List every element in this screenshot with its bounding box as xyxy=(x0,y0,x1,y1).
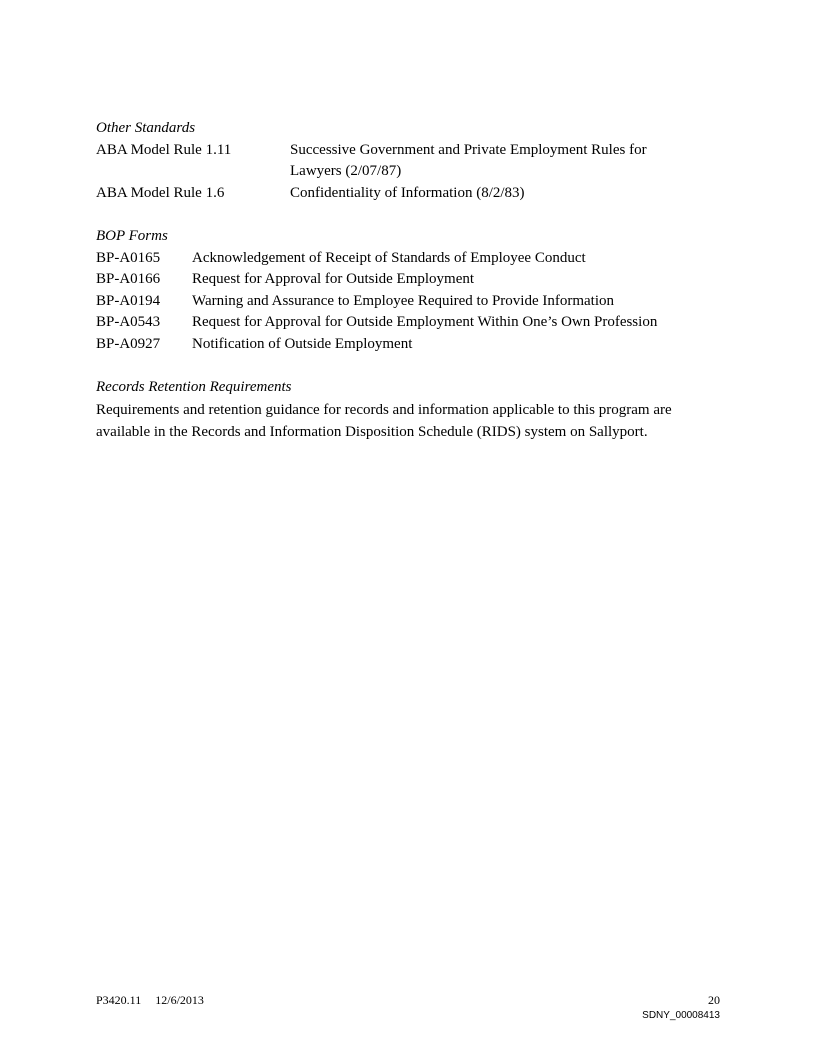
form-title: Request for Approval for Outside Employment Within One’s Own Profession xyxy=(192,314,658,330)
rule-label: ABA Model Rule 1.11 xyxy=(96,141,232,158)
form-row xyxy=(96,269,720,291)
other-standards-heading: Other Standards xyxy=(96,120,196,136)
footer-bates-stamp: SDNY_00008413 xyxy=(642,1010,720,1021)
footer-line xyxy=(96,993,720,1007)
form-code: BP-A0166 xyxy=(96,271,161,287)
records-retention-body: Requirements and retention guidance for records and information applicable to this program are available in the Records and Information Disposition Schedule (RIDS) system on Sallyport. xyxy=(96,401,672,440)
page-footer xyxy=(96,993,720,1023)
bop-forms-heading: BOP Forms xyxy=(96,228,168,244)
footer-doc-info xyxy=(96,993,204,1007)
form-title: Acknowledgement of Receipt of Standards of Employee Conduct xyxy=(192,249,586,266)
form-row xyxy=(96,312,720,334)
form-row xyxy=(96,248,720,270)
section-records-retention xyxy=(96,377,720,444)
form-code: BP-A0543 xyxy=(96,314,161,330)
form-title: Request for Approval for Outside Employment xyxy=(192,271,475,287)
rule-row xyxy=(96,140,720,183)
rule-description: Confidentiality of Information (8/2/83) xyxy=(290,184,525,201)
section-bop-forms xyxy=(96,226,720,355)
section-other-standards xyxy=(96,118,720,204)
form-row xyxy=(96,291,720,313)
form-code: BP-A0194 xyxy=(96,292,161,309)
form-title: Notification of Outside Employment xyxy=(192,335,413,352)
rule-description: Successive Government and Private Employment Rules for Lawyers (2/07/87) xyxy=(290,141,647,179)
form-code: BP-A0927 xyxy=(96,335,161,352)
form-row xyxy=(96,334,720,356)
footer-doc-number: P3420.11 xyxy=(96,993,142,1007)
records-retention-heading: Records Retention Requirements xyxy=(96,379,292,395)
footer-date: 12/6/2013 xyxy=(155,993,204,1007)
footer-page-number: 20 xyxy=(708,993,720,1007)
rule-row xyxy=(96,183,720,205)
rule-label: ABA Model Rule 1.6 xyxy=(96,184,225,201)
form-code: BP-A0165 xyxy=(96,249,161,266)
form-title: Warning and Assurance to Employee Required to Provide Information xyxy=(192,292,615,309)
